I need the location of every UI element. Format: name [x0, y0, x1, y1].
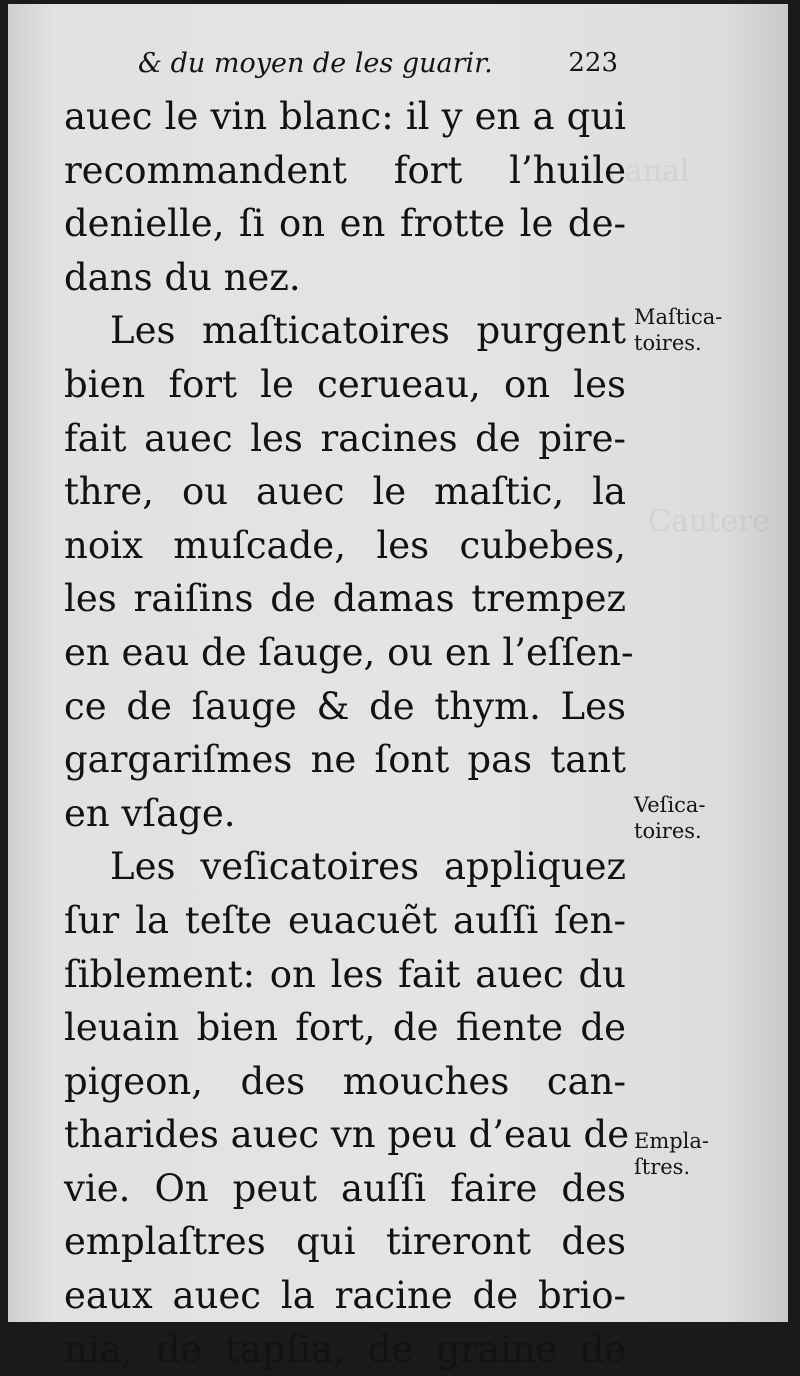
text-line: eaux auec la racine de brio- — [64, 1274, 626, 1318]
body-text — [64, 90, 634, 1376]
text-line: les raiſins de damas trempez — [64, 577, 626, 621]
page-header — [138, 48, 618, 88]
margin-note-masticatoires — [634, 304, 784, 356]
text-line: gargariſmes ne ſont pas tant — [64, 738, 626, 782]
text-line: auec le vin blanc: il y en a qui — [64, 95, 626, 138]
margin-note-emplastres — [634, 1128, 784, 1180]
text-line: leuain bien fort, de fiente de — [64, 1006, 626, 1050]
text-line: en vſage. — [64, 791, 236, 835]
text-line: ſiblement: on les fait auec du — [64, 952, 626, 996]
text-line: nia, de tapſia, de graine de — [64, 1327, 626, 1371]
book-page — [8, 4, 788, 1371]
margin-note-line: Empla- — [634, 1129, 710, 1153]
text-line: vie. On peut auſſi faire des — [64, 1166, 626, 1210]
text-line: emplaſtres qui tireront des — [64, 1220, 626, 1264]
margin-note-line: toires. — [634, 331, 702, 355]
text-line: Les veſicatoires appliquez — [110, 845, 626, 889]
text-line: fait auec les racines de pire- — [64, 416, 626, 460]
text-line: ce de ſauge & de thym. Les — [64, 684, 626, 728]
text-line: ſur la teſte euacuẽt auſſi ſen- — [64, 898, 626, 942]
page-number: 223 — [568, 48, 618, 78]
margin-note-line: toires. — [634, 819, 702, 843]
margin-note-line: Maſtica- — [634, 305, 723, 329]
text-line: denielle, ſi on en frotte le de- — [64, 202, 626, 246]
margin-note-vesicatoires — [634, 792, 784, 844]
bleed-through: canal — [608, 154, 690, 189]
text-line: en eau de ſauge, ou en l’eſſen- — [64, 630, 634, 674]
bleed-through: Cautere — [648, 504, 771, 539]
margin-note-line: ſtres. — [634, 1155, 691, 1179]
text-line: recommandent fort l’huile — [64, 148, 626, 192]
running-title: & du moyen de les guarir. — [138, 48, 493, 79]
text-line: thre, ou auec le maſtic, la — [64, 470, 626, 514]
text-line: pigeon, des mouches can- — [64, 1059, 626, 1103]
text-line: dans du nez. — [64, 255, 301, 299]
text-line: bien fort le cerueau, on les — [64, 362, 626, 406]
margin-note-line: Veſica- — [634, 793, 706, 817]
text-line: Les maſticatoires purgent — [110, 309, 626, 353]
text-line: tharides auec vn peu d’eau de — [64, 1113, 630, 1157]
text-line: noix muſcade, les cubebes, — [64, 523, 626, 567]
